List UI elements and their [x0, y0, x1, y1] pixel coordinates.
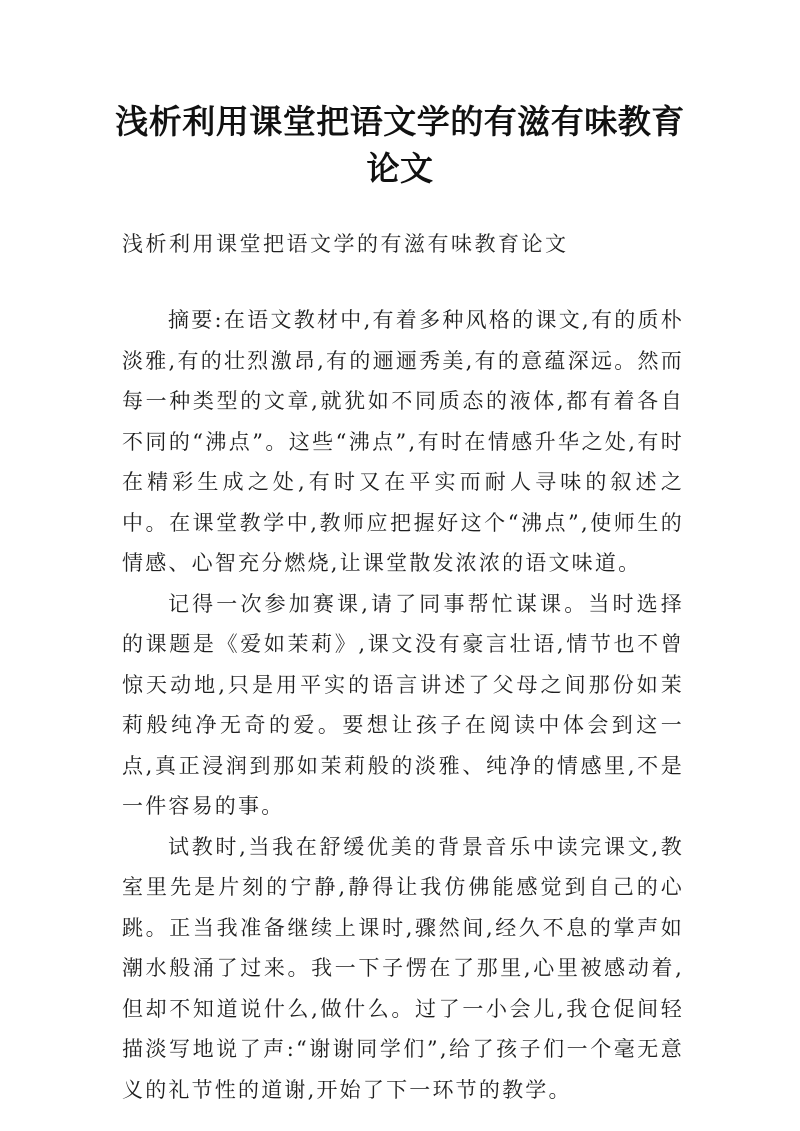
- paragraph-3: 试教时,当我在舒缓优美的背景音乐中读完课文,教室里先是片刻的宁静,静得让我仿佛能感觉到自己的心跳。正当我准备继续上课时,骤然间,经久不息的掌声如潮水般涌了过来。我一下子愣在了那里,心里被感动着,但却不知道说什么,做什么。过了一小会儿,我仓促间轻描淡写地说了声:“谢谢同学们”,给了孩子们一个毫无意义的礼节性的道谢,开始了下一环节的教学。: [122, 834, 684, 1102]
- paragraph-abstract: 摘要:在语文教材中,有着多种风格的课文,有的质朴淡雅,有的壮烈激昂,有的逦逦秀美,有的意蕴深远。然而每一种类型的文章,就犹如不同质态的液体,都有着各自不同的“沸点”。这些“沸点”,有时在情感升华之处,有时在精彩生成之处,有时又在平实而耐人寻味的叙述之中。在课堂教学中,教师应把握好这个“沸点”,使师生的情感、心智充分燃烧,让课堂散发浓浓的语文味道。: [122, 308, 684, 575]
- paragraph-2: 记得一次参加赛课,请了同事帮忙谋课。当时选择的课题是《爱如茉莉》,课文没有豪言壮语,情节也不曾惊天动地,只是用平实的语言讲述了父母之间那份如茉莉般纯净无奇的爱。要想让孩子在阅读中体会到这一点,真正浸润到那如茉莉般的淡雅、纯净的情感里,不是一件容易的事。: [122, 591, 684, 818]
- document-title: 浅析利用课堂把语文学的有滋有味教育论文: [115, 102, 685, 188]
- document-body: [122, 300, 684, 1110]
- document-subtitle: 浅析利用课堂把语文学的有滋有味教育论文: [122, 232, 569, 256]
